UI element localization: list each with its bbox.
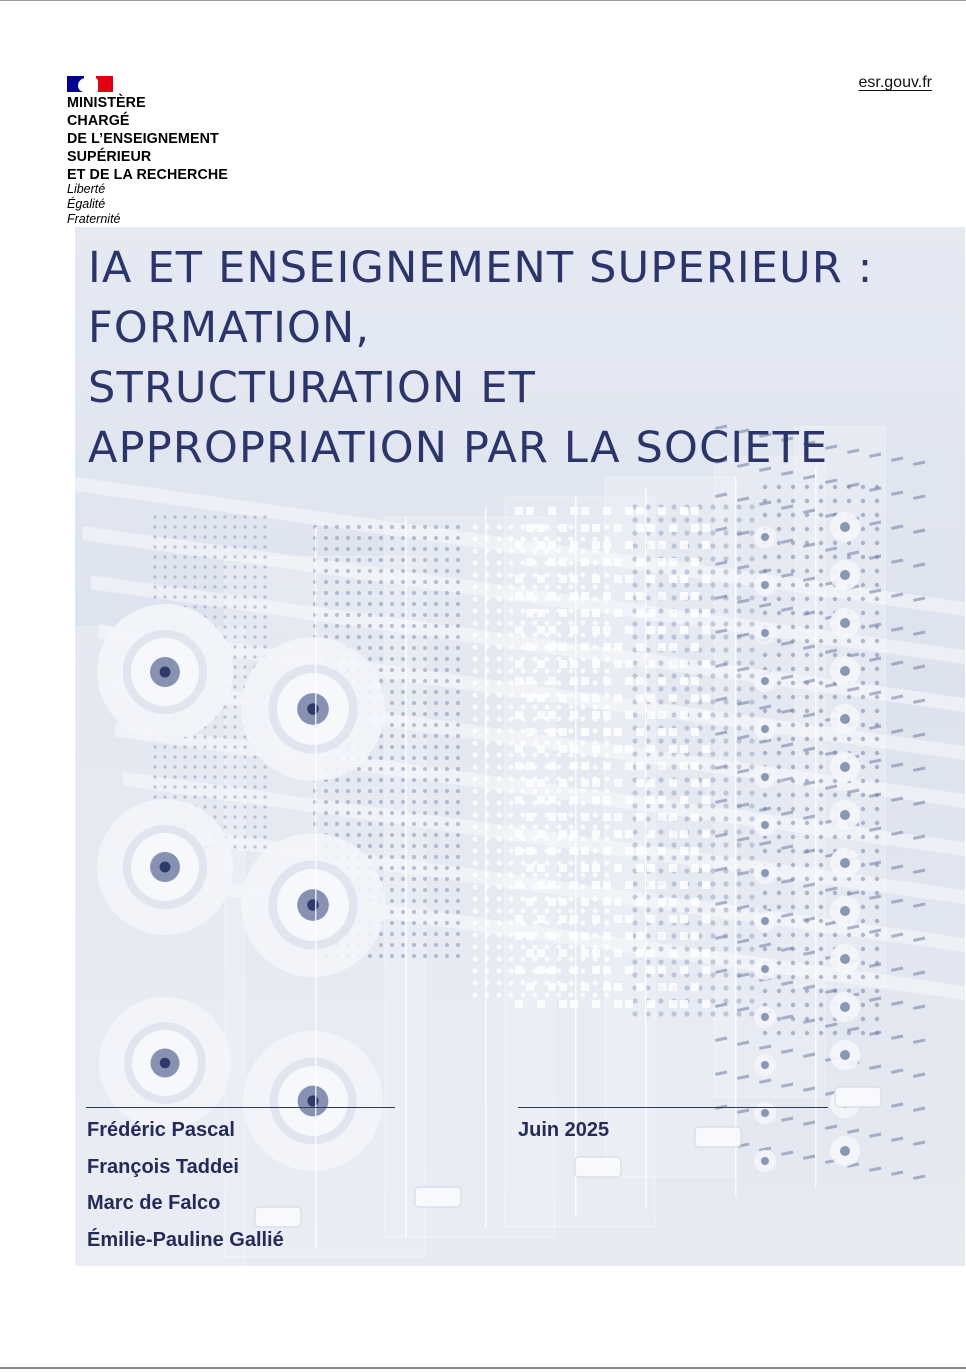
title-line: FORMATION, bbox=[88, 303, 371, 353]
motto-line: Fraternité bbox=[67, 212, 121, 226]
author-name: Marc de Falco bbox=[87, 1192, 221, 1214]
french-flag-logo bbox=[67, 76, 113, 92]
bottom-border bbox=[0, 1367, 966, 1369]
ministry-line: MINISTÈRE bbox=[67, 95, 146, 111]
publication-date: Juin 2025 bbox=[518, 1119, 610, 1141]
ministry-line: DE L’ENSEIGNEMENT bbox=[67, 131, 219, 147]
author-name: Émilie-Pauline Gallié bbox=[87, 1228, 284, 1251]
title-line: APPROPRIATION PAR LA SOCIETE bbox=[88, 423, 829, 473]
motto-line: Égalité bbox=[67, 197, 106, 211]
ministry-name bbox=[67, 94, 228, 184]
marianne-icon bbox=[78, 78, 98, 92]
author-list bbox=[87, 1112, 284, 1258]
title-line: STRUCTURATION ET bbox=[88, 363, 537, 413]
ministry-line: SUPÉRIEUR bbox=[67, 149, 152, 165]
authors-divider bbox=[86, 1107, 395, 1108]
top-border bbox=[0, 0, 966, 1]
author-name: Frédéric Pascal bbox=[87, 1119, 235, 1141]
author-name: François Taddei bbox=[87, 1155, 239, 1178]
report-title bbox=[88, 238, 928, 478]
ministry-line: ET DE LA RECHERCHE bbox=[67, 167, 228, 183]
date-divider bbox=[518, 1107, 828, 1108]
site-link[interactable]: esr.gouv.fr bbox=[858, 74, 932, 91]
title-line: IA ET ENSEIGNEMENT SUPERIEUR : bbox=[88, 243, 874, 293]
motto-line: Liberté bbox=[67, 182, 106, 196]
ministry-line: CHARGÉ bbox=[67, 113, 130, 129]
republic-motto bbox=[67, 182, 121, 227]
